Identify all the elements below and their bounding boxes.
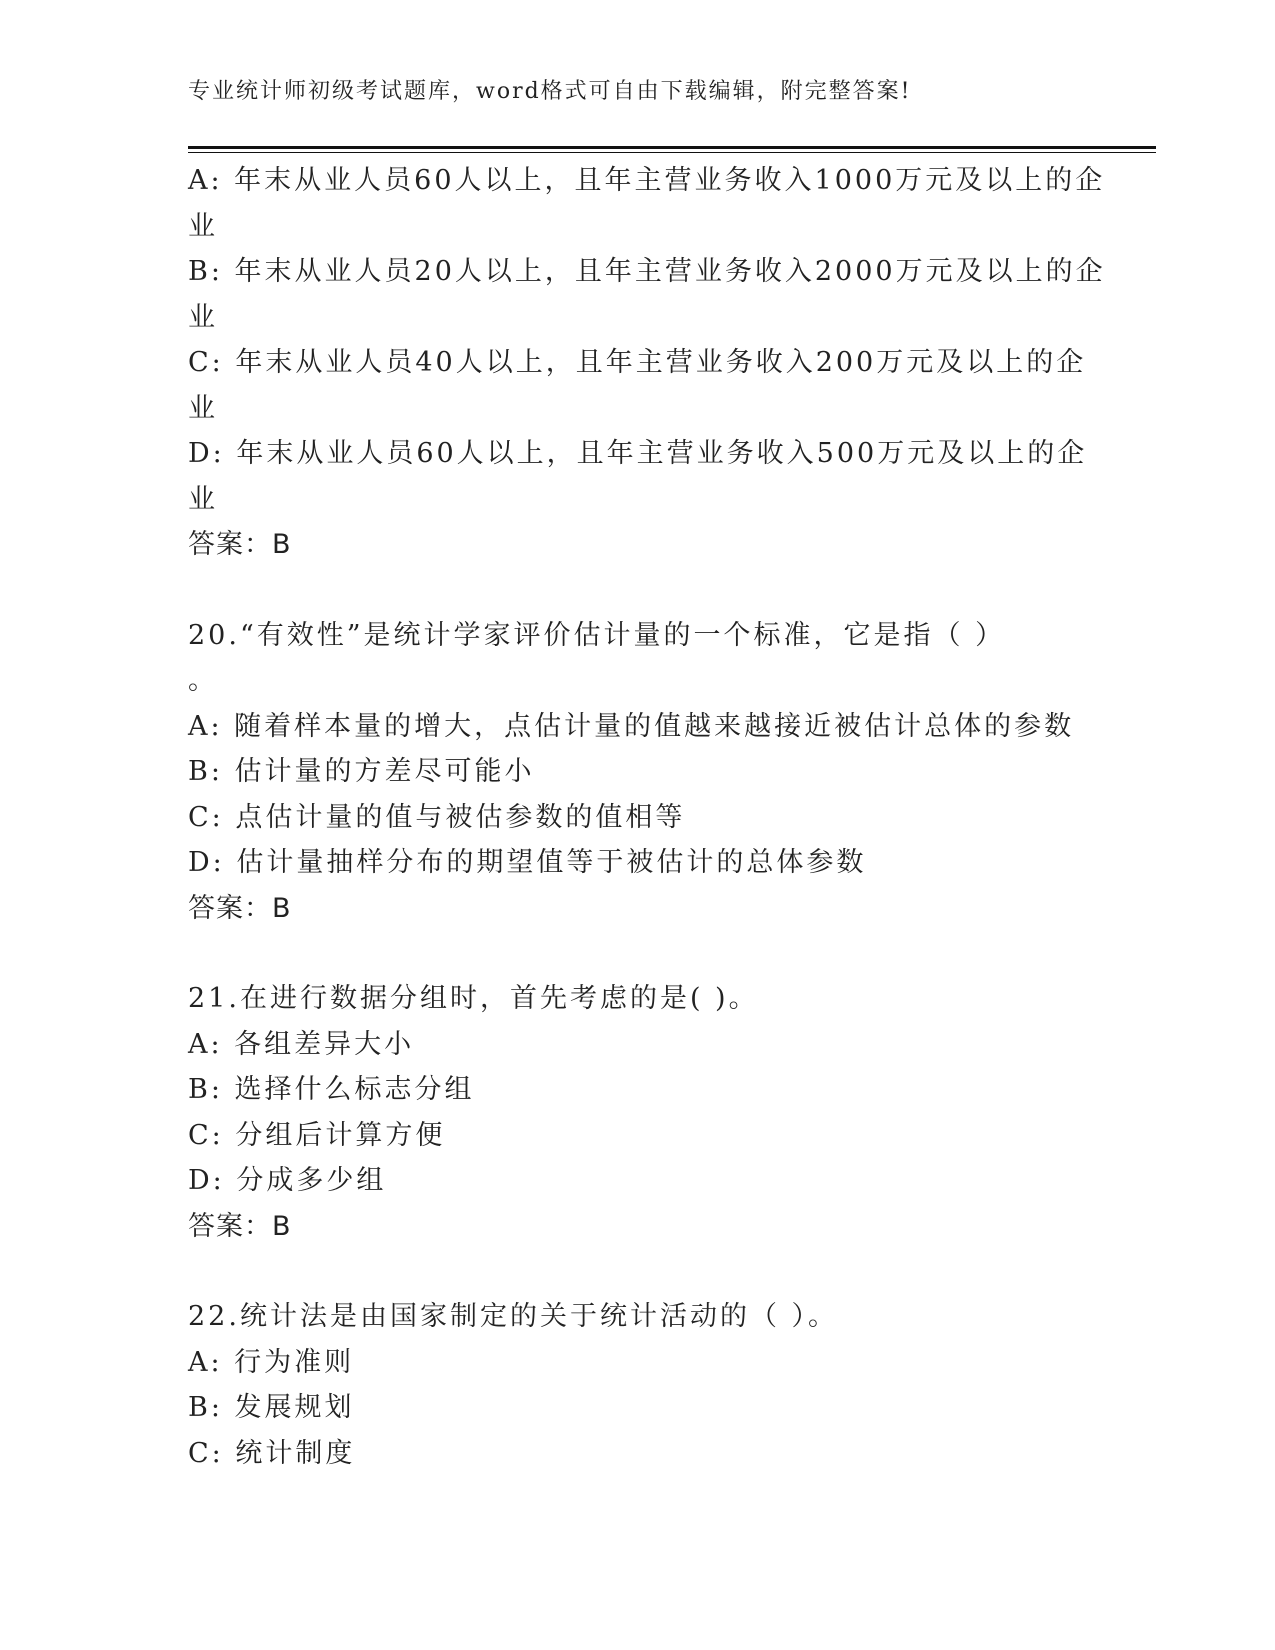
question-block-22 [188,1294,1088,1476]
option-b: B: 年末从业人员20人以上，且年主营业务收入2000万元及以上的企 [188,256,1106,287]
option-a: A: 随着样本量的增大，点估计量的值越来越接近被估计总体的参数 [188,710,1075,742]
question-text-cont: 。 [188,665,218,696]
option-c-cont: 业 [188,392,218,424]
answer: 答案：B [188,529,292,560]
option-b: B: 选择什么标志分组 [188,1074,475,1105]
option-a-cont: 业 [188,210,218,242]
option-a: A: 年末从业人员60人以上，且年主营业务收入1000万元及以上的企 [188,165,1106,196]
option-c: C: 年末从业人员40人以上，且年主营业务收入200万元及以上的企 [188,347,1087,378]
question-text: 21.在进行数据分组时，首先考虑的是( )。 [188,983,759,1014]
question-block-20 [188,613,1088,932]
answer: 答案：B [188,1210,292,1242]
option-a: A: 行为准则 [188,1346,355,1378]
option-b-cont: 业 [188,301,218,333]
question-text: 22.统计法是由国家制定的关于统计活动的（ ）。 [188,1301,839,1332]
option-d: D: 分成多少组 [188,1165,387,1196]
option-d-cont: 业 [188,483,218,515]
question-text: 20.“有效性”是统计学家评价估计量的一个标准，它是指（ ） [188,619,1006,651]
option-a: A: 各组差异大小 [188,1028,415,1060]
question-content [188,158,1106,1476]
option-d: D: 估计量抽样分布的期望值等于被估计的总体参数 [188,847,867,878]
header-divider [188,146,1156,153]
question-block-21 [188,976,1088,1249]
question-block-19 [188,158,1106,568]
page-header: 专业统计师初级考试题库，word格式可自由下载编辑，附完整答案! [188,79,912,104]
option-c: C: 分组后计算方便 [188,1119,446,1151]
answer: 答案：B [188,892,292,924]
option-d: D: 年末从业人员60人以上，且年主营业务收入500万元及以上的企 [188,438,1088,469]
option-b: B: 估计量的方差尽可能小 [188,756,535,787]
option-c: C: 点估计量的值与被估参数的值相等 [188,801,686,833]
option-c: C: 统计制度 [188,1437,356,1469]
option-b: B: 发展规划 [188,1392,355,1423]
